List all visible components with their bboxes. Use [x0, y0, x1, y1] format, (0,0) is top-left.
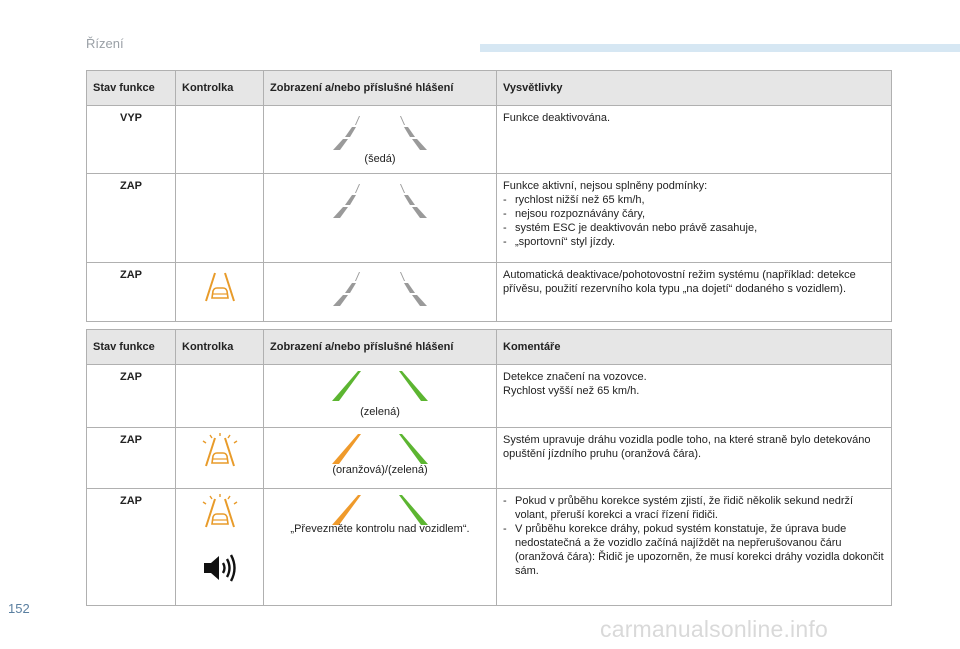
state-label: VYP: [119, 112, 142, 124]
comment-text: Systém upravuje dráhu vozidla podle toho, na které straně bylo detekováno opuštění jízdního pruhu (oranžová čára).: [503, 434, 871, 460]
list-item: - V průběhu korekce dráhy, pokud systém konstatuje, že úprava bude nedostatečná a že vozidlo začíná najíždět na nepřerušovanou čáru (oranžová čára): Řidič je upozorněn, že musí korekci dráhy vozidla dokončit sám.: [503, 522, 885, 578]
state-label: ZAP: [120, 495, 142, 507]
col-header-state: Stav funkce: [87, 71, 176, 106]
header-band: [480, 44, 960, 52]
watermark: carmanualsonline.info: [600, 616, 828, 642]
table-row: [87, 106, 892, 174]
table-row: [87, 489, 892, 606]
condition-list: [503, 193, 885, 249]
comment-line: Detekce značení na vozovce.: [503, 371, 647, 383]
state-label: ZAP: [120, 180, 142, 192]
page-number: 152: [8, 601, 30, 616]
lane-lines-grey-icon: [264, 116, 496, 154]
lane-correction-icon: [198, 493, 242, 533]
table-row: [87, 428, 892, 489]
state-label: ZAP: [120, 434, 142, 446]
list-item: - „sportovní“ styl jízdy.: [503, 235, 885, 249]
col-header-display: Zobrazení a/nebo příslušné hlášení: [264, 330, 497, 365]
table-row: [87, 263, 892, 322]
col-header-comments: Komentáře: [497, 330, 892, 365]
col-header-explanations: Vysvětlivky: [497, 71, 892, 106]
display-caption: „Převezměte kontrolu nad vozidlem“.: [290, 523, 470, 535]
lane-correction-icon: [198, 432, 242, 472]
explanation-intro: Funkce aktivní, nejsou splněny podmínky:: [503, 180, 708, 192]
lane-warning-icon: [198, 271, 242, 307]
status-table-2: [86, 329, 892, 606]
status-table-1: [86, 70, 892, 322]
speaker-sound-icon: [202, 553, 240, 587]
col-header-indicator: Kontrolka: [176, 330, 264, 365]
explanation-text: Funkce deaktivována.: [503, 112, 611, 124]
indicator-cell-empty: [176, 174, 264, 263]
indicator-cell-empty: [176, 365, 264, 428]
list-item: - systém ESC je deaktivován nebo právě zasahuje,: [503, 221, 885, 235]
lane-lines-grey-icon: [264, 272, 496, 310]
table-row: [87, 174, 892, 263]
display-caption: (šedá): [364, 153, 396, 165]
list-item: - rychlost nižší než 65 km/h,: [503, 193, 885, 207]
list-item: - Pokud v průběhu korekce systém zjistí, že řidič několik sekund nedrží volant, přeruší korekci a vrací řízení řidiči.: [503, 494, 885, 522]
col-header-display: Zobrazení a/nebo příslušné hlášení: [264, 71, 497, 106]
list-item: - nejsou rozpoznávány čáry,: [503, 207, 885, 221]
col-header-state: Stav funkce: [87, 330, 176, 365]
explanation-text: Automatická deaktivace/pohotovostní režim systému (například: detekce přívěsu, použití rezervního kola typu „na dojetí“ dodaného s vozidlem).: [503, 269, 856, 295]
section-title: Řízení: [86, 36, 124, 51]
col-header-indicator: Kontrolka: [176, 71, 264, 106]
state-label: ZAP: [120, 269, 142, 281]
comment-line: Rychlost vyšší než 65 km/h.: [503, 385, 640, 397]
indicator-cell-empty: [176, 106, 264, 174]
lane-lines-grey-icon: [264, 184, 496, 222]
state-label: ZAP: [120, 371, 142, 383]
display-caption: (zelená): [360, 406, 400, 418]
table-row: [87, 365, 892, 428]
comment-list: [503, 494, 885, 578]
display-caption: (oranžová)/(zelená): [332, 464, 428, 476]
lane-lines-green-icon: [264, 371, 496, 405]
